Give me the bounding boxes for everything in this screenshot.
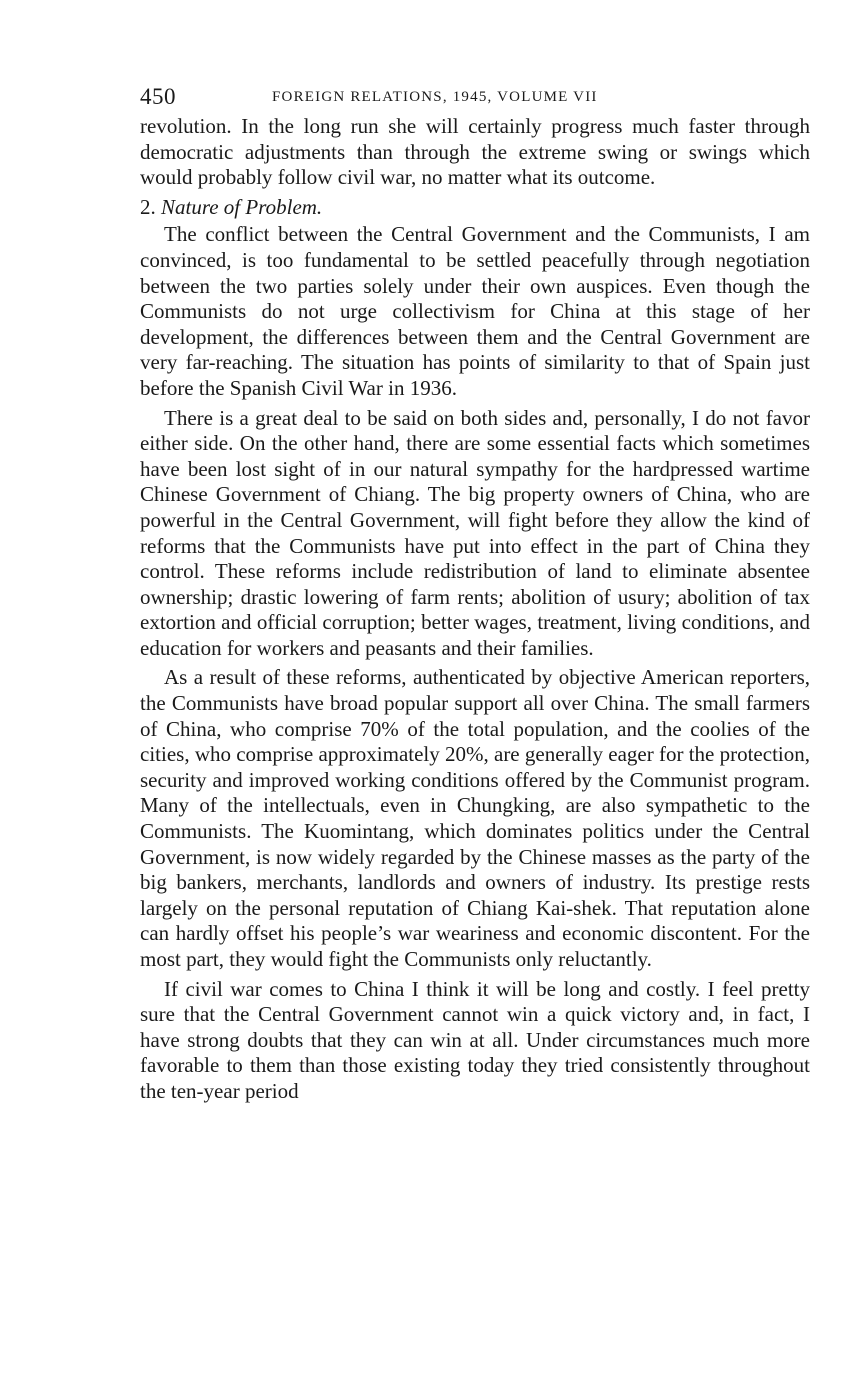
body-text: [140, 114, 810, 1105]
continuation-paragraph: revolution. In the long run she will certainly progress much faster through democratic adjustments than through the extreme swing or swings which would probably follow civil war, no matter what its outcome.: [140, 114, 810, 190]
page-header: [140, 80, 810, 114]
page-number: 450: [140, 84, 176, 109]
paragraph: As a result of these reforms, authenticated by objective American reporters, the Communists have broad popular support all over China. The small farmers of China, who comprise 70% of the total population, and the coolies of the cities, who comprise approximately 20%, are generally eager for the protection, security and improved working conditions offered by the Communist program. Many of the intellectuals, even in Chungking, are also sympathetic to the Communists. The Kuomintang, which dominates politics under the Central Government, is now widely regarded by the Chinese masses as the party of the big bankers, merchants, landlords and owners of industry. Its prestige rests largely on the personal reputation of Chiang Kai-shek. That reputation alone can hardly offset his people’s war weariness and economic discontent. For the most part, they would fight the Communists only reluctantly.: [140, 665, 810, 971]
section-title: Nature of Problem.: [161, 194, 323, 219]
paragraph: If civil war comes to China I think it will be long and costly. I feel pretty sure that the Central Government cannot win a quick victory and, in fact, I have strong doubts that they can win at all. Under circumstances much more favorable to them than those existing today they tried consistently throughout the ten-year period: [140, 976, 810, 1103]
section-heading: [140, 195, 810, 221]
section-number: 2.: [140, 194, 156, 219]
running-title: FOREIGN RELATIONS, 1945, VOLUME VII: [272, 89, 598, 105]
paragraph: There is a great deal to be said on both sides and, personally, I do not favor either side. On the other hand, there are some essential facts which sometimes have been lost sight of in our natural sympathy for the hardpressed wartime Chinese Government of Chiang. The big property owners of China, who are powerful in the Central Government, will fight before they allow the kind of reforms that the Communists have put into effect in the part of China they control. These reforms include redistribution of land to eliminate absentee ownership; drastic lowering of farm rents; abolition of usury; abolition of tax extortion and official corruption; better wages, treatment, living conditions, and education for workers and peasants and their families.: [140, 405, 810, 660]
paragraph: The conflict between the Central Government and the Communists, I am convinced, is too fundamental to be settled peacefully through negotiation between the two parties solely under their own auspices. Even though the Communists do not urge collectivism for China at this stage of her development, the differences between them and the Central Government are very far-reaching. The situation has points of similarity to that of Spain just before the Spanish Civil War in 1936.: [140, 222, 810, 400]
document-page: [140, 80, 810, 1105]
